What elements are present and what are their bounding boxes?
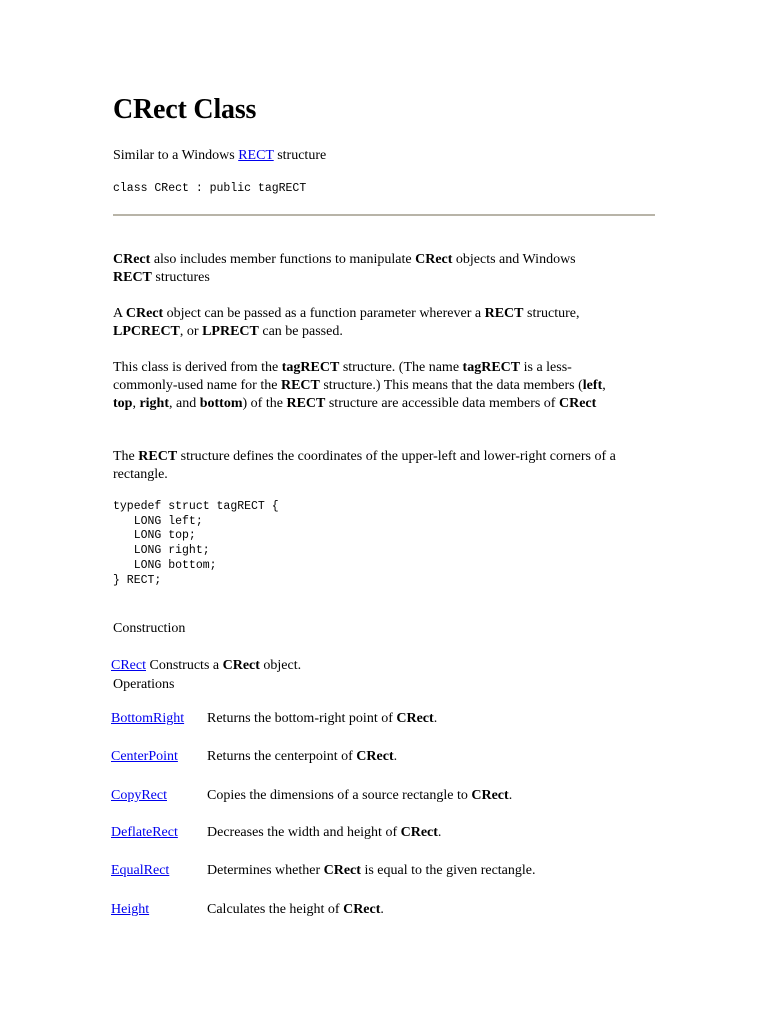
- text: commonly-used name for the: [113, 378, 281, 393]
- bold-term: CRect: [558, 396, 597, 411]
- text: structure,: [523, 306, 580, 321]
- bold-term: bottom: [199, 396, 243, 411]
- bold-term: tagRECT: [462, 360, 521, 375]
- bold-term: right: [139, 396, 170, 411]
- class-declaration: class CRect : public tagRECT: [113, 182, 307, 195]
- text: structure are accessible data members of: [325, 396, 559, 411]
- text: structures: [151, 270, 210, 285]
- text: structure. (The name: [339, 360, 463, 375]
- text: is a less-: [520, 360, 572, 375]
- paragraph-member-functions: [113, 251, 658, 287]
- centerpoint-link[interactable]: CenterPoint: [111, 749, 178, 764]
- horizontal-divider: [113, 214, 655, 216]
- text: Constructs a: [146, 658, 223, 673]
- text: The: [113, 449, 139, 464]
- operations-heading: Operations: [113, 677, 175, 692]
- operation-description: Returns the centerpoint of CRect.: [207, 749, 398, 764]
- construction-entry: [111, 657, 301, 675]
- bold-term: tagRECT: [281, 360, 340, 375]
- text: , and: [169, 396, 200, 411]
- class-summary: [113, 147, 326, 165]
- text: also includes member functions to manipulate: [150, 252, 416, 267]
- text: rectangle.: [113, 467, 168, 482]
- equalrect-link[interactable]: EqualRect: [111, 863, 170, 878]
- paragraph-rect-definition: [113, 448, 658, 484]
- text: ,: [602, 378, 606, 393]
- bold-term: CRect: [113, 252, 151, 267]
- bold-term: top: [113, 396, 133, 411]
- page-title: CRect Class: [113, 94, 257, 125]
- bold-term: RECT: [484, 306, 524, 321]
- operation-description: Returns the bottom-right point of CRect.: [207, 711, 438, 726]
- text: object.: [259, 658, 302, 673]
- bold-term: RECT: [280, 378, 320, 393]
- bold-term: LPRECT: [202, 324, 259, 339]
- text: ,: [132, 396, 140, 411]
- code-block: typedef struct tagRECT { LONG left; LONG top; LONG right; LONG bottom; } RECT;: [113, 500, 279, 587]
- paragraph-derivation: [113, 359, 658, 413]
- bold-term: LPCRECT: [113, 324, 180, 339]
- summary-text-end: structure: [273, 148, 327, 163]
- height-link[interactable]: Height: [111, 902, 150, 917]
- bold-term: CRect: [125, 306, 164, 321]
- rect-link[interactable]: RECT: [238, 148, 274, 163]
- text: , or: [179, 324, 203, 339]
- bold-term: left: [582, 378, 603, 393]
- text: object can be passed as a function parameter wherever a: [163, 306, 485, 321]
- bold-term: RECT: [138, 449, 178, 464]
- operation-description: Calculates the height of CRect.: [207, 902, 384, 917]
- bottomright-link[interactable]: BottomRight: [111, 711, 185, 726]
- paragraph-parameter: [113, 305, 658, 341]
- summary-text: Similar to a Windows: [113, 148, 239, 163]
- construction-heading: Construction: [113, 621, 186, 636]
- text: ) of the: [242, 396, 287, 411]
- copyrect-link[interactable]: CopyRect: [111, 788, 167, 803]
- text: can be passed.: [258, 324, 343, 339]
- bold-term: CRect: [222, 658, 260, 673]
- bold-term: RECT: [286, 396, 326, 411]
- text: objects and Windows: [452, 252, 576, 267]
- operation-description: Determines whether CRect is equal to the given rectangle.: [207, 863, 536, 878]
- text: A: [113, 306, 126, 321]
- text: This class is derived from the: [113, 360, 282, 375]
- text: structure defines the coordinates of the upper-left and lower-right corners of a: [177, 449, 616, 464]
- operation-description: Copies the dimensions of a source rectangle to CRect.: [207, 788, 513, 803]
- bold-term: RECT: [113, 270, 152, 285]
- deflaterect-link[interactable]: DeflateRect: [111, 825, 178, 840]
- crect-constructor-link[interactable]: CRect: [111, 658, 146, 673]
- bold-term: CRect: [415, 252, 453, 267]
- text: structure.) This means that the data members (: [319, 378, 583, 393]
- operation-description: Decreases the width and height of CRect.: [207, 825, 442, 840]
